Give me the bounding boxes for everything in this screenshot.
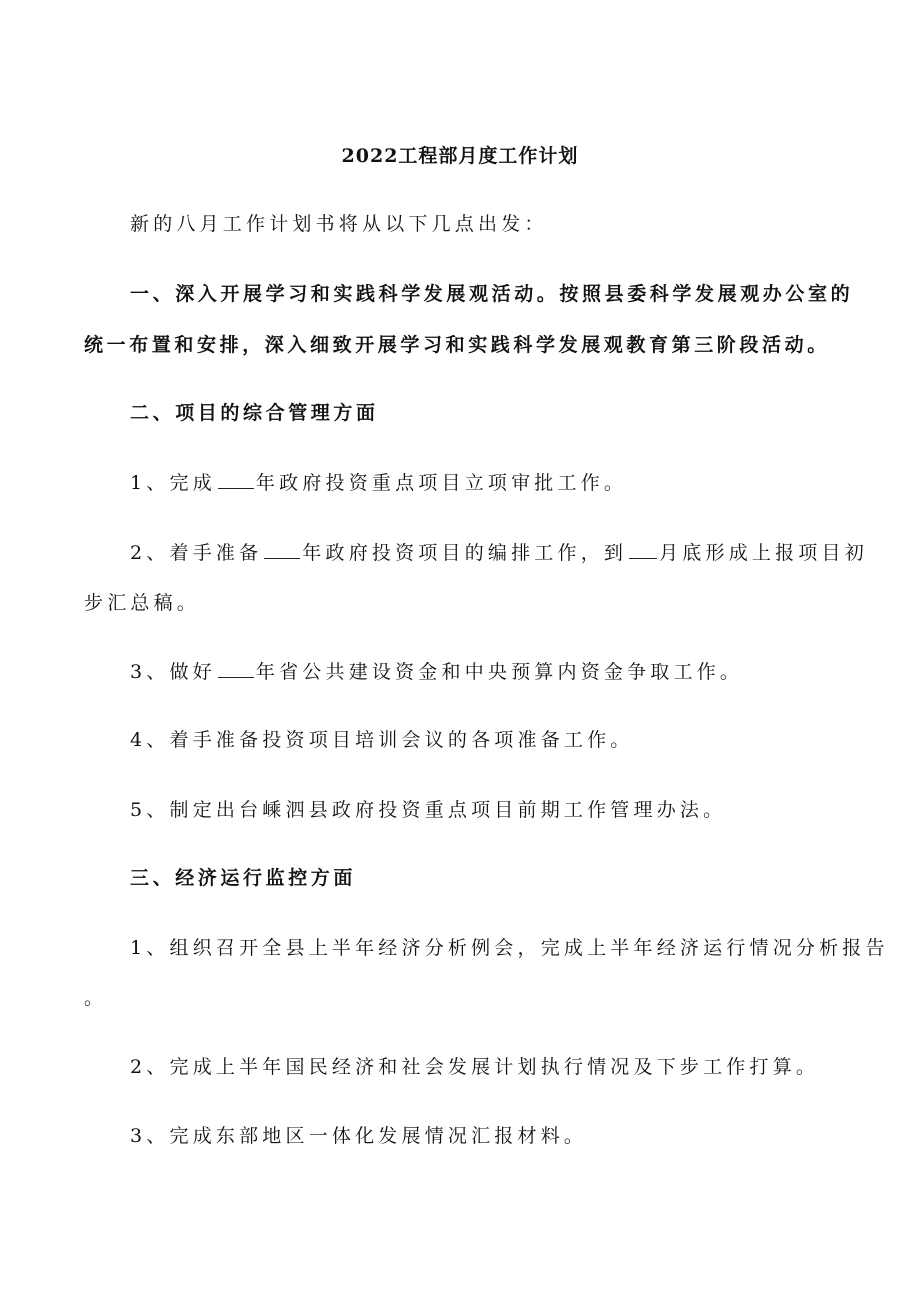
section3-item-3: 3、完成东部地区一体化发展情况汇报材料。: [130, 1125, 588, 1147]
item-text: 3、做好: [130, 661, 216, 683]
fill-in-blank: [629, 540, 657, 559]
section1-line2: 统一布置和安排，深入细致开展学习和实践科学发展观教育第三阶段活动。: [84, 334, 830, 356]
item-text: 月底形成上报项目初: [659, 542, 868, 564]
section3-item-1-continuation: 。: [84, 987, 108, 1009]
intro-paragraph: 新的八月工作计划书将从以下几点出发：: [130, 213, 548, 235]
item-text: 年政府投资项目的编排工作，到: [302, 542, 628, 564]
item-text: 1、完成: [130, 472, 216, 494]
section2-item-2: [130, 540, 868, 565]
item-text: 年省公共建设资金和中央预算内资金争取工作。: [255, 661, 744, 683]
section3-item-1: 1、组织召开全县上半年经济分析例会，完成上半年经济运行情况分析报告: [130, 937, 889, 959]
section2-item-1: [130, 470, 627, 495]
fill-in-blank: [264, 540, 300, 559]
item-text: 2、着手准备: [130, 542, 263, 564]
document-title: 2022工程部月度工作计划: [341, 145, 579, 167]
section2-heading: 二、项目的综合管理方面: [130, 402, 379, 424]
fill-in-blank: [218, 470, 254, 489]
section1-line1: 一、深入开展学习和实践科学发展观活动。按照县委科学发展观办公室的: [130, 283, 854, 305]
section2-item-4: 4、着手准备投资项目培训会议的各项准备工作。: [130, 729, 634, 751]
fill-in-blank: [218, 659, 254, 678]
section3-item-2: 2、完成上半年国民经济和社会发展计划执行情况及下步工作打算。: [130, 1056, 820, 1078]
section3-heading: 三、经济运行监控方面: [130, 867, 357, 889]
item-text: 年政府投资重点项目立项审批工作。: [255, 472, 628, 494]
section2-item-2-continuation: 步汇总稿。: [84, 592, 201, 614]
section2-item-5: 5、制定出台嵊泗县政府投资重点项目前期工作管理办法。: [130, 799, 727, 821]
section2-item-3: [130, 659, 743, 684]
